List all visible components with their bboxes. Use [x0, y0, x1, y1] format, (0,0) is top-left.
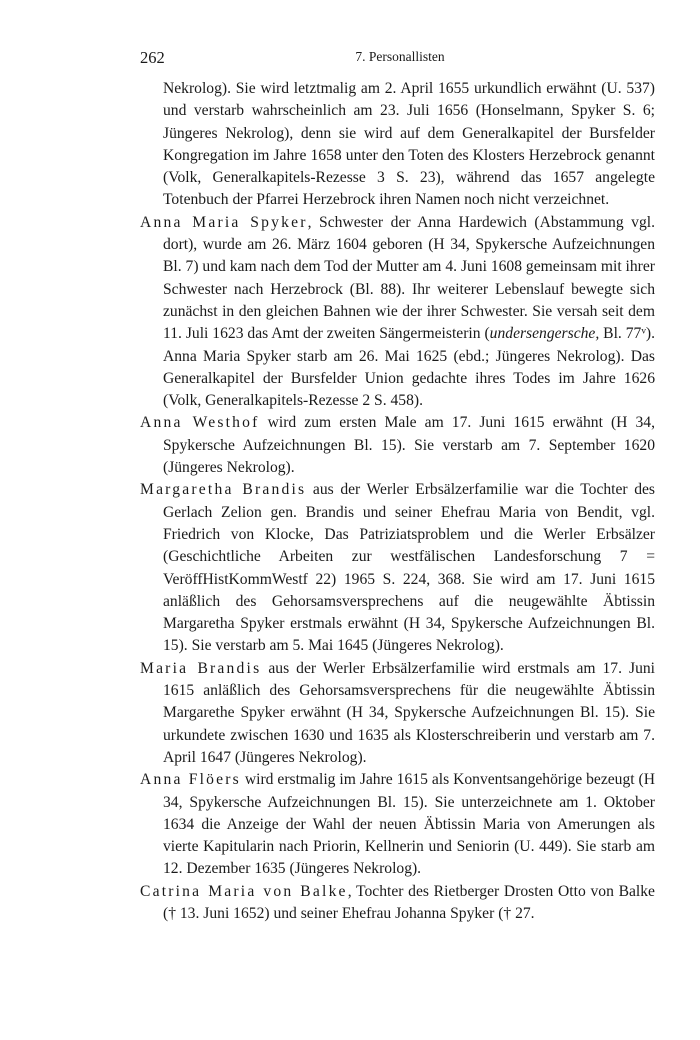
entry-maria-brandis	[140, 658, 655, 769]
body-text	[140, 78, 655, 925]
entry-text: aus der Werler Erbsälzerfamilie war die Tochter des Gerlach Zelion gen. Brandis und seiner Ehefrau Maria von Bendit, vgl. Friedrich von Klocke, Das Patriziatsproblem und die Werler Erbsälzer (Geschichtliche Arbeiten zur westfälischen Landesforschung 7 = VeröffHistKommWestf 22) 1965 S. 224, 368. Sie wird am 17. Juni 1615 anläßlich des Gehorsamsversprechens auf die neugewählte Äbtissin Margaretha Spyker erstmals erwähnt (H 34, Spykersche Aufzeichnungen Bl. 15). Sie verstarb am 5. Mai 1645 (Jüngeres Nekrolog).	[163, 481, 656, 655]
person-name: Anna Maria Spyker	[140, 213, 308, 231]
entry-anna-westhof	[140, 412, 655, 479]
entry-text: wird zum ersten Male am 17. Juni 1615 erwähnt (H 34, Spykersche Aufzeichnungen Bl. 15). Sie verstarb am 7. September 1620 (Jüngeres Nekrolog).	[163, 414, 656, 477]
person-name: Maria Brandis	[140, 659, 262, 677]
person-name: Anna Flöers	[140, 771, 241, 789]
continuation-paragraph: Nekrolog). Sie wird letztmalig am 2. April 1655 urkundlich erwähnt (U. 537) und verstarb wahrscheinlich am 23. Juli 1656 (Honselmann, Spyker S. 6; Jüngeres Nekrolog), denn sie wird auf dem Generalkapitel der Bursfelder Kongregation im Jahre 1658 unter den Toten des Klosters Herzebrock genannt (Volk, Generalkapitels-Rezesse 3 S. 23), während das 1657 angelegte Totenbuch der Pfarrei Herzebrock ihren Namen noch nicht verzeichnet.	[163, 80, 655, 209]
entry-text: wird erstmalig im Jahre 1615 als Konventsangehörige bezeugt (H 34, Spykersche Aufzeichnungen Bl. 15). Sie unterzeichnete am 1. Oktober 1634 die Anzeige der Wahl der neuen Äbtissin Maria von Amerungen als vierte Kapitularin nach Priorin, Kellnerin und Seniorin (U. 449). Sie starb am 12. Dezember 1635 (Jüngeres Nekrolog).	[163, 771, 655, 878]
running-head: 7. Personallisten	[355, 49, 445, 64]
entry-text: aus der Werler Erbsälzerfamilie wird erstmals am 17. Juni 1615 anläßlich des Gehorsamsversprechens für die neugewählte Äbtissin Margarethe Spyker erwähnt (H 34, Spykersche Aufzeichnungen Bl. 15). Sie urkundete zwischen 1630 und 1635 als Klosterschreiberin und verstarb am 7. April 1647 (Jüngeres Nekrolog).	[163, 659, 655, 766]
entry-text: Bl. 77ᵛ). Anna Maria Spyker starb am 26. Mai 1625 (ebd.; Jüngeres Nekrolog). Das Generalkapitel der Bursfelder Union gedachte ihres Todes im Jahre 1626 (Volk, Generalkapitels-Rezesse 2 S. 458).	[163, 325, 656, 410]
entry-text: , Tochter des Rietberger Drosten Otto von Balke († 13. Juni 1652) und seiner Ehefrau Johanna Spyker († 27.	[163, 882, 655, 922]
entry-text: , Schwester der Anna Hardewich (Abstammung vgl. dort), wurde am 26. März 1604 geboren (H 34, Spykersche Aufzeichnungen Bl. 7) und kam nach dem Tod der Mutter am 4. Juni 1608 gemeinsam mit ihrer Schwester nach Herzebrock (Bl. 88). Ihr weiterer Lebenslauf bewegte sich zunächst in den gleichen Bahnen wie der ihrer Schwester. Sie versah seit dem 11. Juli 1623 das Amt der zweiten Sängermeisterin (	[163, 213, 655, 343]
entry-anna-floeers	[140, 769, 655, 880]
person-name: Catrina Maria von Balke	[140, 882, 348, 900]
page-header	[140, 48, 660, 72]
entry-italic-term: undersengersche,	[489, 325, 600, 343]
entry-anna-maria-spyker	[140, 212, 655, 413]
entry-margaretha-brandis	[140, 479, 655, 657]
person-name: Margaretha Brandis	[140, 481, 307, 499]
page-number: 262	[140, 48, 165, 67]
person-name: Anna Westhof	[140, 414, 260, 432]
entry-catrina-maria-von-balke	[140, 881, 655, 926]
